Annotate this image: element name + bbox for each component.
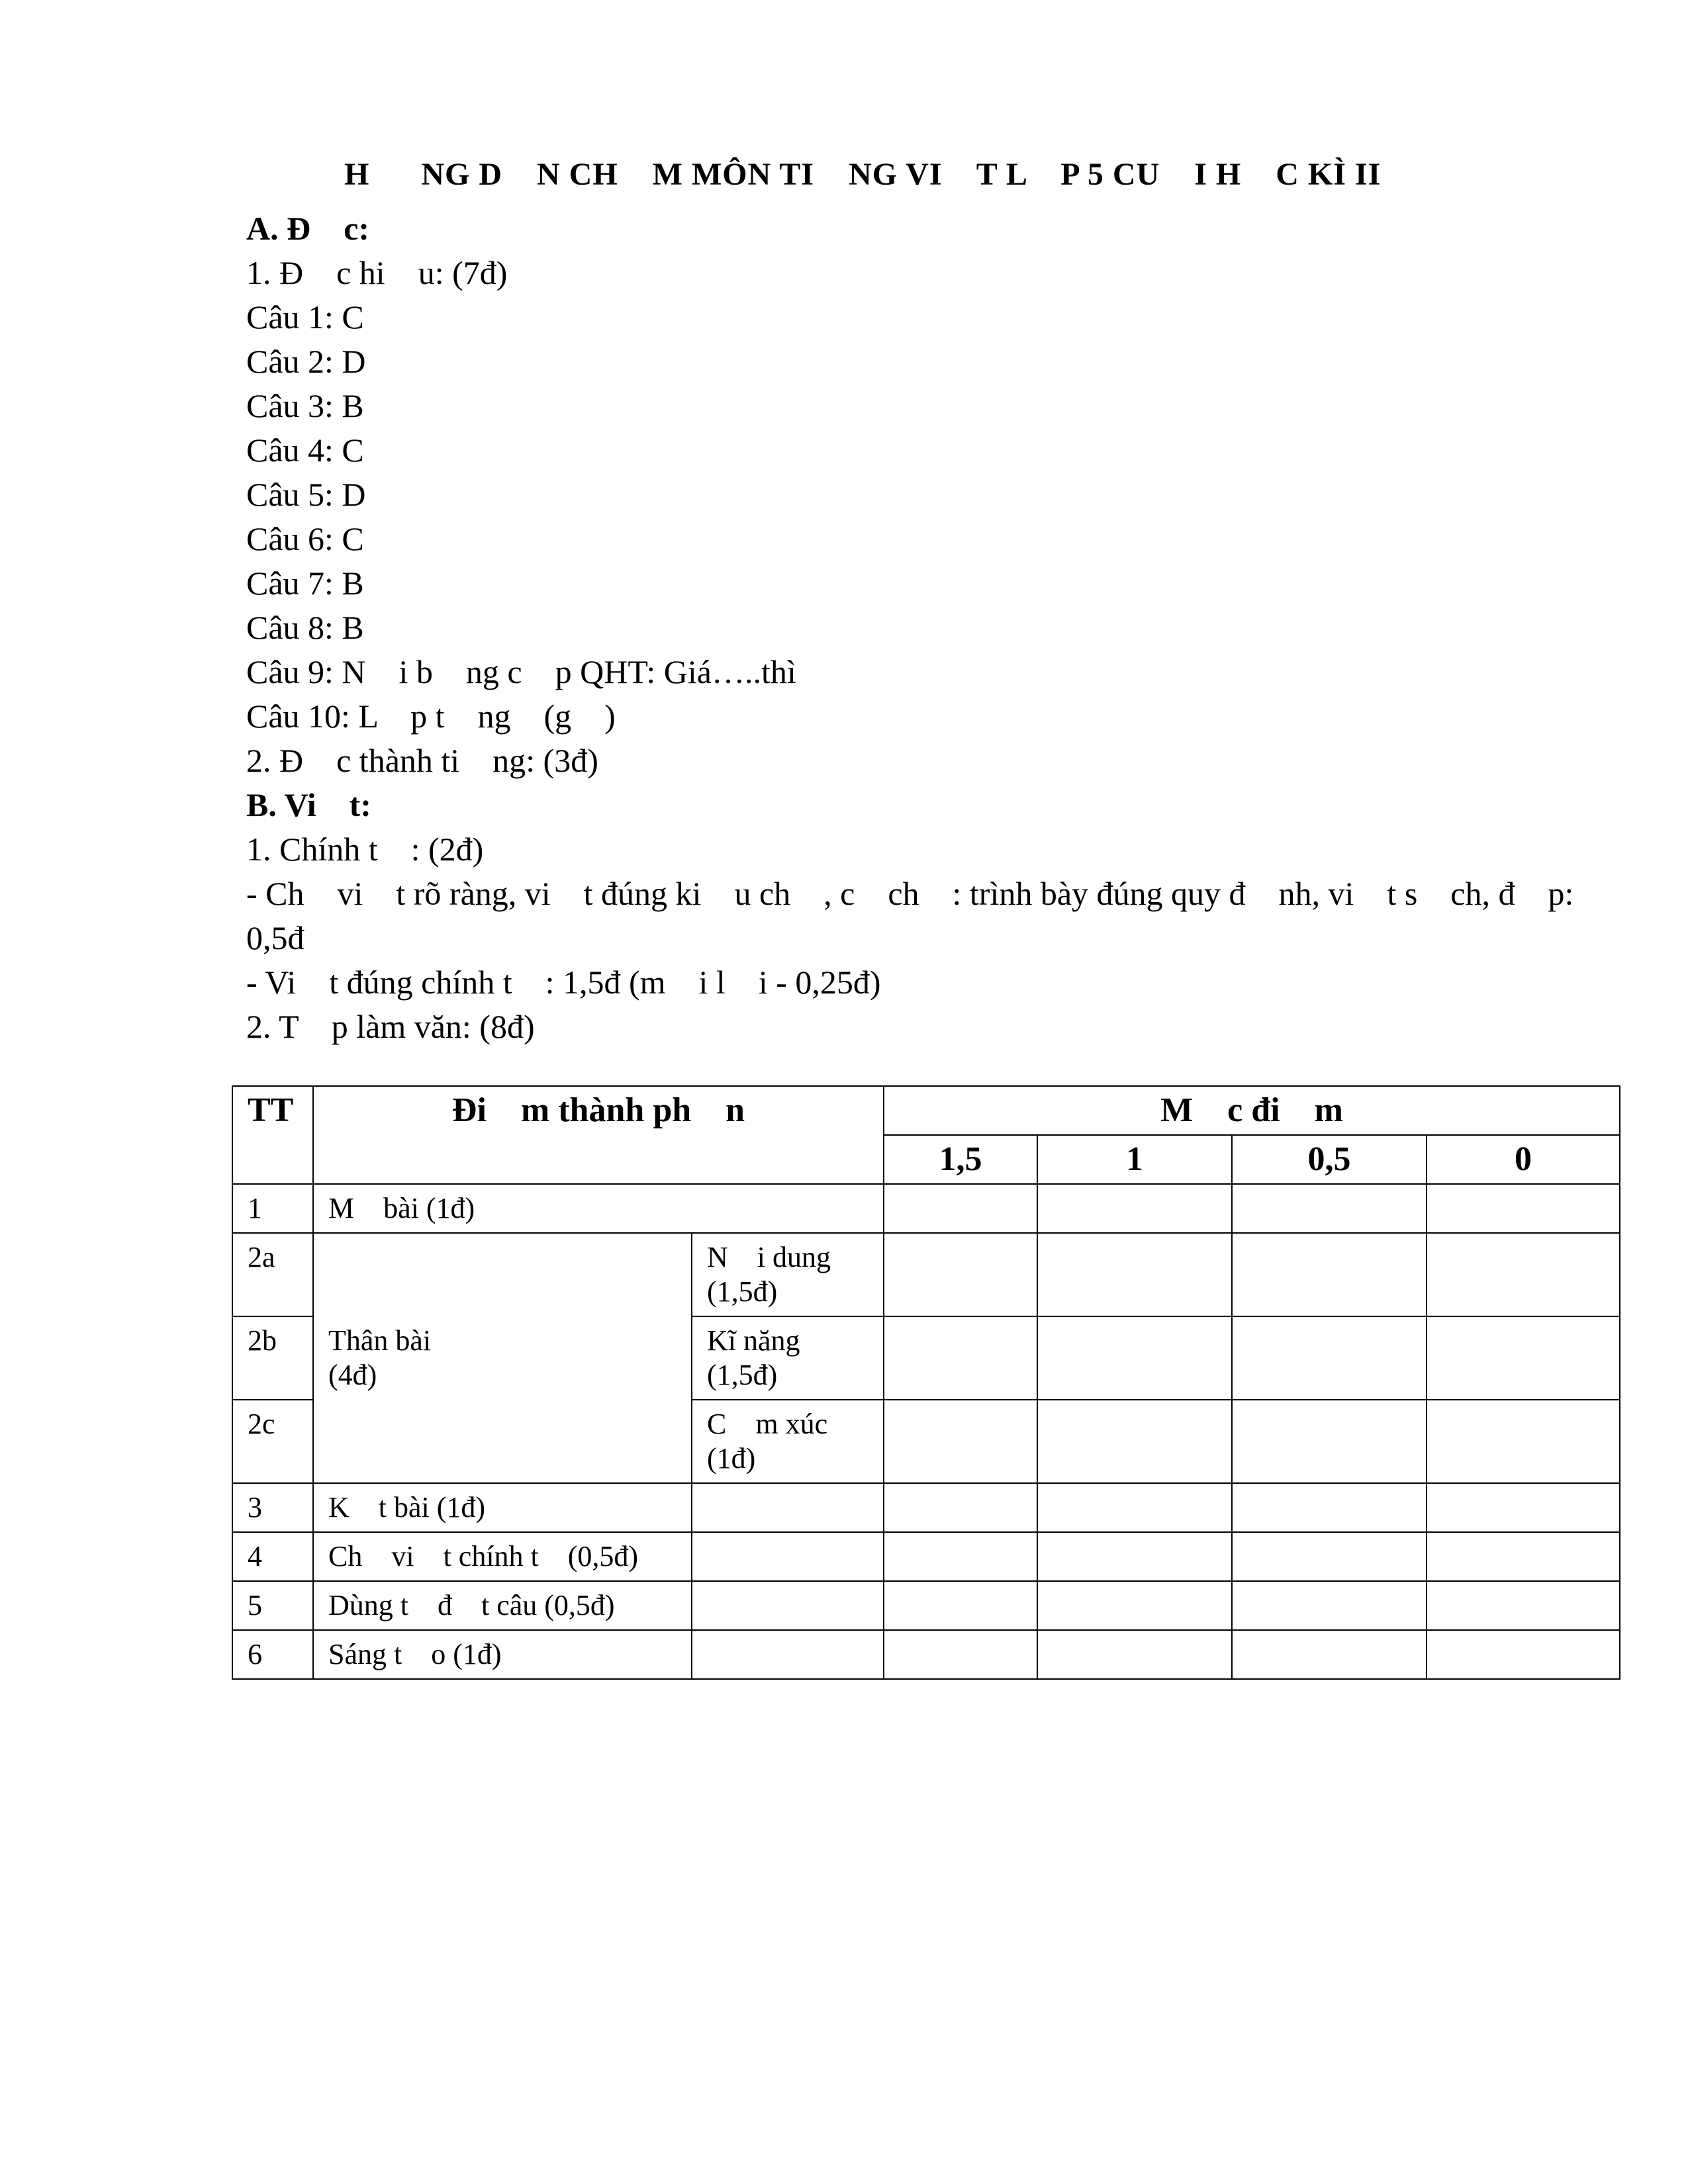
score-cell [1427,1630,1620,1679]
score-cell [1232,1532,1427,1581]
score-cell [1037,1581,1232,1630]
score-cell [1232,1400,1427,1483]
score-cell [1427,1316,1620,1400]
answer-10: Câu 10: L p t ng (g ) [246,698,616,735]
score-cell [884,1581,1037,1630]
score-cell [1037,1233,1232,1316]
header-score-level: M c đi m [884,1086,1620,1135]
body-label: Thân bài (4đ) [313,1233,692,1483]
score-cell [1427,1581,1620,1630]
empty-cell [692,1581,884,1630]
composition-heading: 2. T p làm văn: (8đ) [246,1008,535,1045]
empty-cell [692,1532,884,1581]
sub-label: Kĩ năng (1,5đ) [692,1316,884,1400]
document-title: H NG D N CH M MÔN TI NG VI T L P 5 CU I H C KÌ II [344,157,1382,192]
section-a-heading: A. Đ c: [246,210,370,247]
row-tt: 3 [232,1483,313,1532]
score-cell [1427,1483,1620,1532]
score-cell [1232,1316,1427,1400]
reading-comprehension-heading: 1. Đ c hi u: (7đ) [246,254,508,291]
sub-label: N i dung (1,5đ) [692,1233,884,1316]
answer-4: Câu 4: C [246,432,364,469]
row-tt: 2b [232,1316,313,1400]
score-cell [884,1233,1037,1316]
dictation-criteria-1-score: 0,5đ [246,919,305,956]
score-cell [1037,1483,1232,1532]
row-tt: 4 [232,1532,313,1581]
row-tt: 5 [232,1581,313,1630]
answer-7: Câu 7: B [246,565,364,602]
score-cell [1232,1233,1427,1316]
score-cell [1427,1400,1620,1483]
row-tt: 2a [232,1233,313,1316]
row-tt: 2c [232,1400,313,1483]
score-cell [1232,1184,1427,1233]
header-component: Đi m thành ph n [313,1086,884,1184]
level-1: 1 [1037,1135,1232,1184]
score-cell [1427,1532,1620,1581]
score-cell [1232,1630,1427,1679]
answer-5: Câu 5: D [246,476,366,513]
row-tt: 6 [232,1630,313,1679]
empty-cell [692,1630,884,1679]
table-row [232,1532,1620,1581]
score-cell [1427,1233,1620,1316]
table-row [232,1184,1620,1233]
answer-key-body [246,206,1603,1049]
dictation-criteria-1: - Ch vi t rõ ràng, vi t đúng ki u ch , c ch : trình bày đúng quy đ nh, vi t s ch, đ p: [246,875,1574,912]
answer-3: Câu 3: B [246,387,364,424]
answer-1: Câu 1: C [246,298,364,336]
table-row [232,1233,1620,1316]
sub-label: C m xúc (1đ) [692,1400,884,1483]
table-row [232,1630,1620,1679]
level-1-5: 1,5 [884,1135,1037,1184]
dictation-heading: 1. Chính t : (2đ) [246,831,484,868]
score-cell [1427,1184,1620,1233]
row-label: Sáng t o (1đ) [313,1630,692,1679]
answer-2: Câu 2: D [246,343,366,380]
score-cell [884,1316,1037,1400]
score-cell [1037,1532,1232,1581]
score-cell [1037,1630,1232,1679]
dictation-criteria-2: - Vi t đúng chính t : 1,5đ (m i l i - 0,25đ) [246,964,881,1001]
grading-table [232,1085,1620,1680]
score-cell [884,1532,1037,1581]
row-tt: 1 [232,1184,313,1233]
score-cell [884,1630,1037,1679]
section-b-heading: B. Vi t: [246,786,371,823]
empty-cell [692,1483,884,1532]
reading-aloud-heading: 2. Đ c thành ti ng: (3đ) [246,742,598,779]
answer-9: Câu 9: N i b ng c p QHT: Giá…..thì [246,653,796,690]
table-row [232,1581,1620,1630]
row-label: Ch vi t chính t (0,5đ) [313,1532,692,1581]
table-row [232,1483,1620,1532]
score-cell [884,1184,1037,1233]
level-0: 0 [1427,1135,1620,1184]
score-cell [1232,1483,1427,1532]
score-cell [884,1483,1037,1532]
score-cell [1037,1400,1232,1483]
row-label: Dùng t đ t câu (0,5đ) [313,1581,692,1630]
table-header-row [232,1086,1620,1135]
score-cell [1037,1316,1232,1400]
row-label: M bài (1đ) [313,1184,884,1233]
row-label: K t bài (1đ) [313,1483,692,1532]
answer-8: Câu 8: B [246,609,364,646]
header-tt: TT [232,1086,313,1184]
score-cell [1232,1581,1427,1630]
score-cell [884,1400,1037,1483]
level-0-5: 0,5 [1232,1135,1427,1184]
score-cell [1037,1184,1232,1233]
answer-6: Câu 6: C [246,520,364,557]
